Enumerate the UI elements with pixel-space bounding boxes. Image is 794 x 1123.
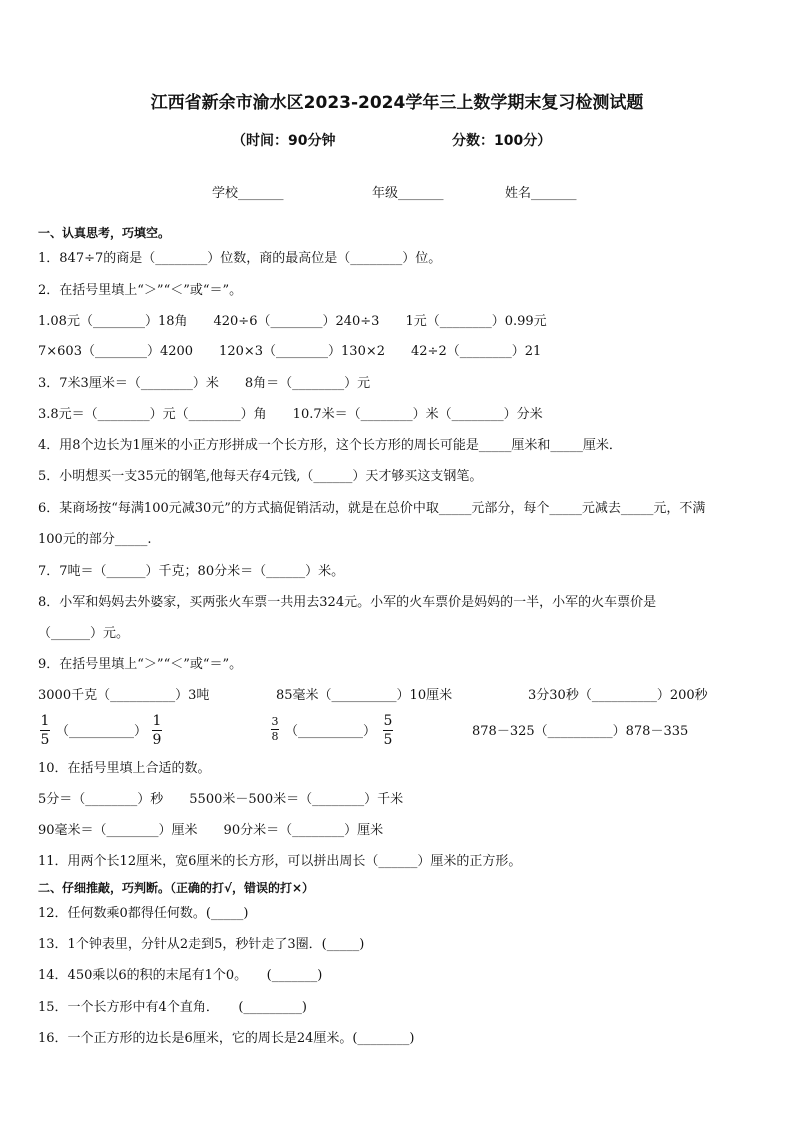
question-3-row-a: 3．7米3厘米＝（________）米 8角＝（________）元 — [38, 376, 371, 391]
question-15: 15．一个长方形中有4个直角． (_________) — [38, 1000, 307, 1015]
question-5: 5．小明想买一支35元的钢笔,他每天存4元钱,（______）天才够买这支钢笔。 — [38, 469, 483, 484]
question-4: 4．用8个边长为1厘米的小正方形拼成一个长方形，这个长方形的周长可能是_____厘米和_____厘米． — [38, 438, 622, 453]
question-1: 1．847÷7的商是（________）位数，商的最高位是（________）位。 — [38, 251, 442, 266]
question-12: 12．任何数乘0都得任何数。(_____) — [38, 906, 249, 921]
question-9-item-3: 3分30秒（__________）200秒 — [528, 688, 708, 703]
question-9-item-1: 3000千克（__________）3吨 — [38, 688, 210, 703]
grade-field: 年级_______ — [372, 186, 444, 201]
question-9-item-4: （__________） — [56, 724, 148, 739]
fraction-3 — [271, 716, 279, 743]
exam-title: 江西省新余市渝水区2023-2024学年三上数学期末复习检测试题 — [150, 93, 644, 113]
fraction-4-numerator: 5 — [383, 713, 393, 729]
question-9: 9．在括号里填上“＞”“＜”或“＝”。 — [38, 657, 243, 672]
fraction-1 — [40, 713, 50, 748]
fraction-4 — [383, 713, 393, 748]
question-2: 2．在括号里填上“＞”“＜”或“＝”。 — [38, 283, 243, 298]
fraction-3-numerator: 3 — [271, 715, 279, 728]
fraction-3-denominator: 8 — [271, 730, 279, 743]
fraction-2-numerator: 1 — [152, 713, 162, 729]
name-field: 姓名_______ — [505, 186, 577, 201]
question-16: 16．一个正方形的边长是6厘米，它的周长是24厘米。(________) — [38, 1031, 415, 1046]
exam-score: 分数：100分） — [452, 133, 552, 149]
question-10-row-b: 90毫米＝（________）厘米 90分米＝（________）厘米 — [38, 823, 384, 838]
question-10: 10．在括号里填上合适的数。 — [38, 761, 211, 776]
school-field: 学校_______ — [212, 186, 284, 201]
question-6-line-2: 100元的部分_____. — [38, 532, 152, 547]
question-2-row-b: 7×603（________）4200 120×3（________）130×2 42÷2（________）21 — [38, 344, 542, 359]
question-6-line-1: 6．某商场按“每满100元减30元”的方式搞促销活动，就是在总价中取_____元部分，每个_____元减去_____元，不满 — [38, 501, 706, 516]
section-heading-2: 二、仔细推敲，巧判断。（正确的打√，错误的打×） — [38, 881, 315, 895]
question-9-item-5: （__________） — [285, 724, 377, 739]
fraction-2-denominator: 9 — [152, 732, 162, 748]
question-14: 14．450乘以6的积的末尾有1个0。 (_______) — [38, 968, 323, 983]
question-7: 7．7吨＝（______）千克；80分米＝（______）米。 — [38, 564, 345, 579]
question-11: 11．用两个长12厘米，宽6厘米的长方形，可以拼出周长（______）厘米的正方形。 — [38, 854, 522, 869]
question-2-row-a: 1.08元（________）18角 420÷6（________）240÷3 1元（________）0.99元 — [38, 314, 547, 329]
section-heading-1: 一、认真思考，巧填空。 — [38, 226, 171, 240]
fraction-1-denominator: 5 — [40, 732, 50, 748]
question-8-line-1: 8．小军和妈妈去外婆家，买两张火车票一共用去324元。小军的火车票价是妈妈的一半，小军的火车票价是 — [38, 595, 657, 610]
question-10-row-a: 5分＝（________）秒 5500米－500米＝（________）千米 — [38, 792, 404, 807]
fraction-4-denominator: 5 — [383, 732, 393, 748]
question-3-row-b: 3.8元＝（________）元（________）角 10.7米＝（________）米（________）分米 — [38, 407, 543, 422]
fraction-1-numerator: 1 — [40, 713, 50, 729]
question-9-item-2: 85毫米（__________）10厘米 — [276, 688, 453, 703]
question-8-line-2: （______）元。 — [38, 626, 130, 641]
exam-time: （时间：90分钟 — [232, 133, 336, 149]
question-9-item-6: 878－325（__________）878－335 — [472, 724, 689, 739]
fraction-2 — [152, 713, 162, 748]
question-13: 13．1个钟表里，分针从2走到5，秒针走了3圈．(_____) — [38, 937, 365, 952]
